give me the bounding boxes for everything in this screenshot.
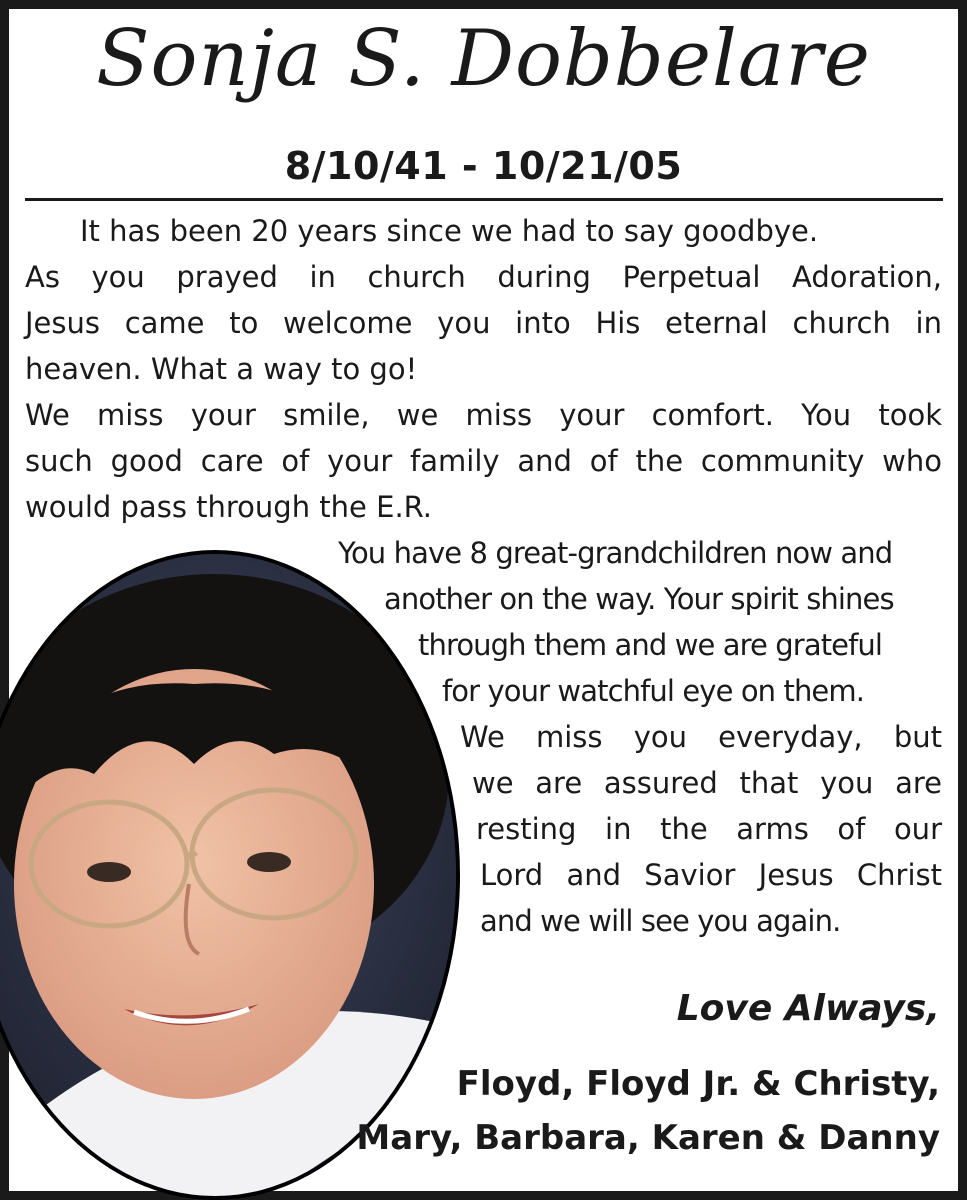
message-line: Lord and Savior Jesus Christ [480, 858, 942, 892]
message-line: and we will see you again. [480, 904, 841, 938]
message-line: through them and we are grateful [418, 628, 883, 662]
signers-line: Floyd, Floyd Jr. & Christy, [456, 1064, 940, 1104]
message-line: heaven. What a way to go! [25, 352, 418, 386]
message-line: It has been 20 years since we had to say goodbye. [80, 214, 819, 248]
message-line: We miss you everyday, but [460, 720, 942, 754]
deceased-name: Sonja S. Dobbelare [96, 14, 871, 104]
life-dates: 8/10/41 - 10/21/05 [284, 144, 683, 188]
signers-line: Mary, Barbara, Karen & Danny [356, 1118, 940, 1158]
message-line: resting in the arms of our [476, 812, 942, 846]
message-line: we are assured that you are [472, 766, 942, 800]
message-line: such good care of your family and of the community who [25, 444, 942, 478]
message-line: As you prayed in church during Perpetual Adoration, [25, 260, 942, 294]
message-line: would pass through the E.R. [25, 490, 432, 524]
closing-salutation: Love Always, [676, 988, 940, 1029]
message-line: Jesus came to welcome you into His eternal church in [25, 306, 942, 340]
divider-rule [25, 198, 943, 201]
message-line: You have 8 great-grandchildren now and [338, 536, 893, 570]
message-line: another on the way. Your spirit shines [384, 582, 894, 616]
message-line: We miss your smile, we miss your comfort. You took [25, 398, 942, 432]
message-line: for your watchful eye on them. [442, 674, 865, 708]
